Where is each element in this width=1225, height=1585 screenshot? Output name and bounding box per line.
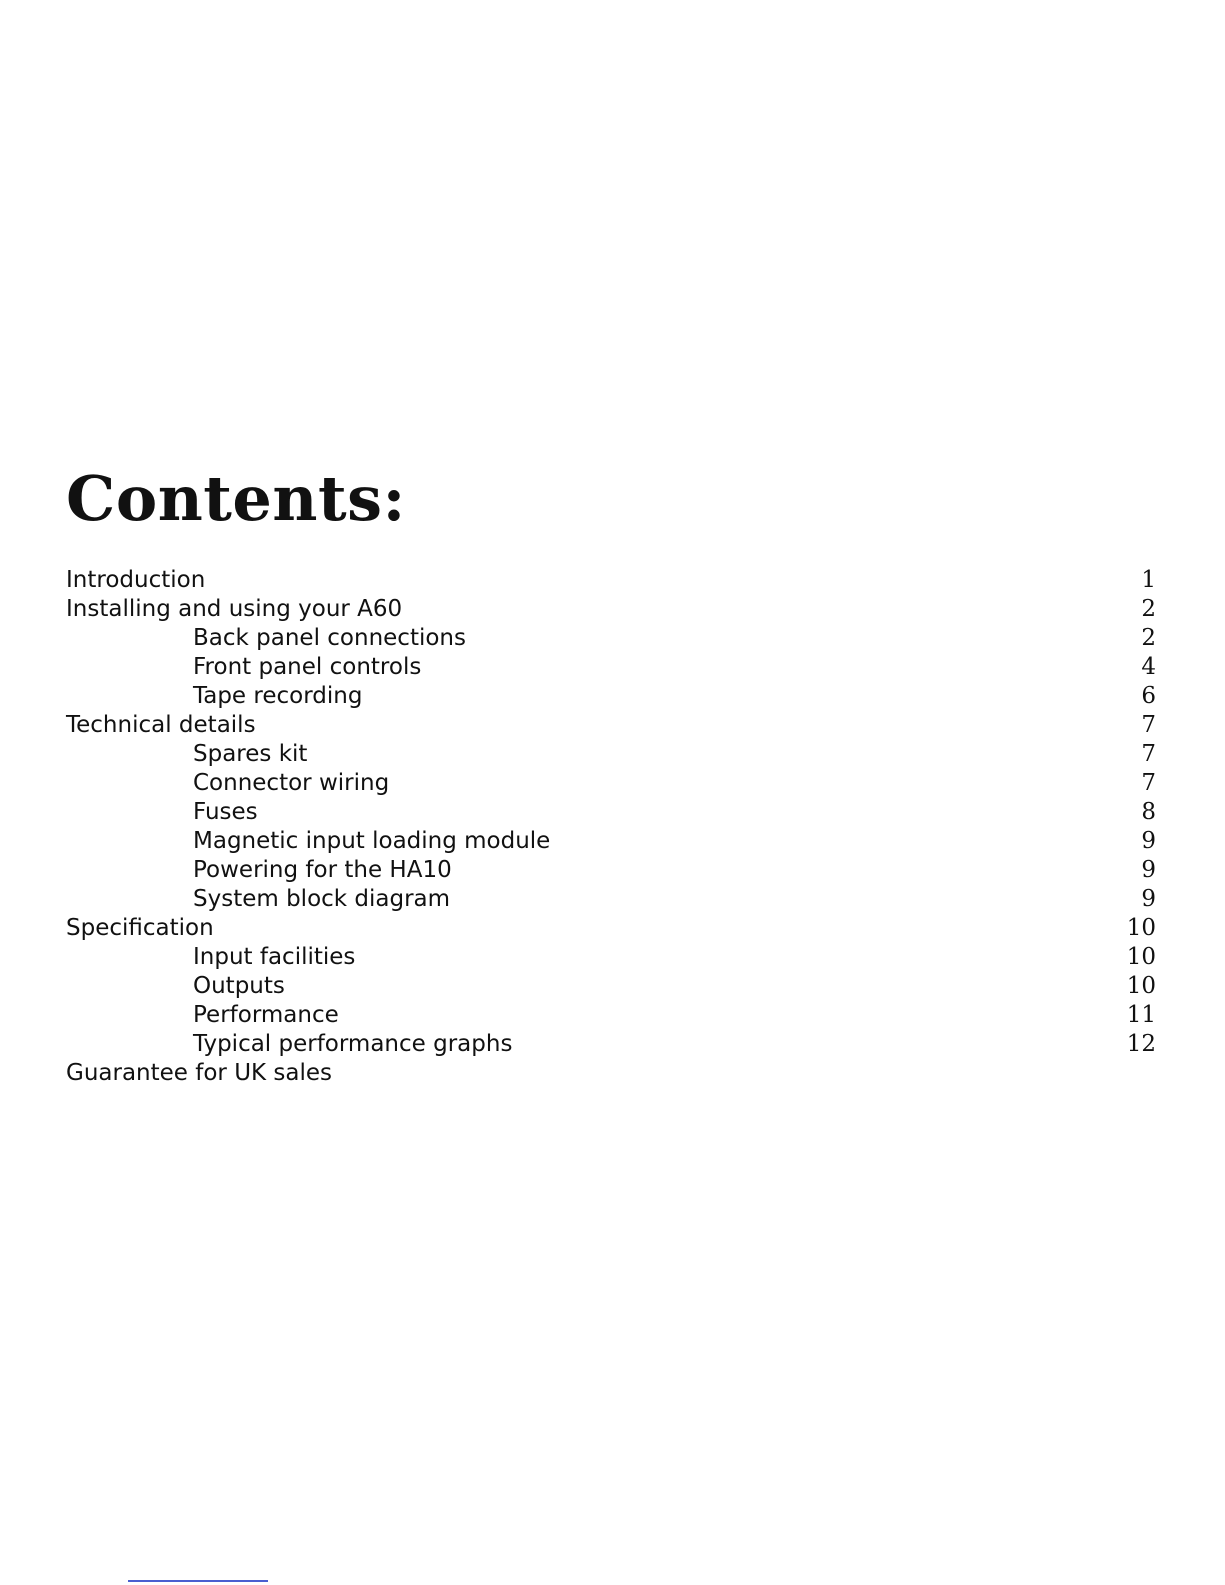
toc-entry [66, 943, 1156, 972]
toc-entry-label: Back panel connections [193, 625, 466, 651]
page-title: Contents: [66, 462, 406, 535]
toc-entry [66, 740, 1156, 769]
footer-rule [128, 1580, 268, 1582]
toc-entry-page: 7 [1141, 741, 1156, 767]
toc-entry [66, 595, 1156, 624]
toc-entry-page: 9 [1141, 828, 1156, 854]
toc-entry-label: Front panel controls [193, 654, 422, 680]
toc-entry-label: Performance [193, 1002, 339, 1028]
toc-entry-page: 11 [1126, 1002, 1156, 1028]
toc-entry-label: Magnetic input loading module [193, 828, 551, 854]
toc-entry-label: Typical performance graphs [193, 1031, 513, 1057]
toc-entry [66, 1030, 1156, 1059]
toc-entry-page: 7 [1141, 770, 1156, 796]
toc-entry-label: Outputs [193, 973, 285, 999]
toc-entry-page: 12 [1126, 1031, 1156, 1057]
toc-entry-page: 10 [1126, 944, 1156, 970]
toc-entry [66, 769, 1156, 798]
toc-entry-label: Fuses [193, 799, 258, 825]
toc-entry-page: 2 [1141, 625, 1156, 651]
toc-entry-label: Spares kit [193, 741, 308, 767]
toc-entry [66, 1001, 1156, 1030]
toc-entry-page: 8 [1141, 799, 1156, 825]
toc-entry [66, 1059, 1156, 1088]
toc-entry-label: Technical details [66, 712, 256, 738]
toc-entry [66, 653, 1156, 682]
toc-entry [66, 972, 1156, 1001]
toc-entry-page: 7 [1141, 712, 1156, 738]
toc-entry-page: 2 [1141, 596, 1156, 622]
toc-entry-page: 6 [1141, 683, 1156, 709]
toc-entry-label: System block diagram [193, 886, 451, 912]
toc-entry-page: 1 [1141, 567, 1156, 593]
toc-entry-page: 10 [1126, 915, 1156, 941]
toc-entry [66, 914, 1156, 943]
toc-entry-page: 10 [1126, 973, 1156, 999]
toc-entry [66, 885, 1156, 914]
toc-entry [66, 827, 1156, 856]
toc-entry [66, 566, 1156, 595]
toc-entry-label: Powering for the HA10 [193, 857, 452, 883]
toc-entry-page: 4 [1141, 654, 1156, 680]
toc-entry-page: 9 [1141, 857, 1156, 883]
toc-entry-label: Introduction [66, 567, 206, 593]
toc-entry-label: Specification [66, 915, 214, 941]
toc-entry-label: Connector wiring [193, 770, 390, 796]
toc-entry-label: Installing and using your A60 [66, 596, 403, 622]
toc-entry [66, 711, 1156, 740]
table-of-contents [66, 566, 1156, 1088]
toc-entry-label: Guarantee for UK sales [66, 1060, 333, 1086]
toc-entry [66, 624, 1156, 653]
toc-entry-page: 9 [1141, 886, 1156, 912]
toc-entry-label: Input facilities [193, 944, 356, 970]
toc-entry [66, 798, 1156, 827]
toc-entry [66, 856, 1156, 885]
toc-entry [66, 682, 1156, 711]
toc-entry-label: Tape recording [193, 683, 363, 709]
